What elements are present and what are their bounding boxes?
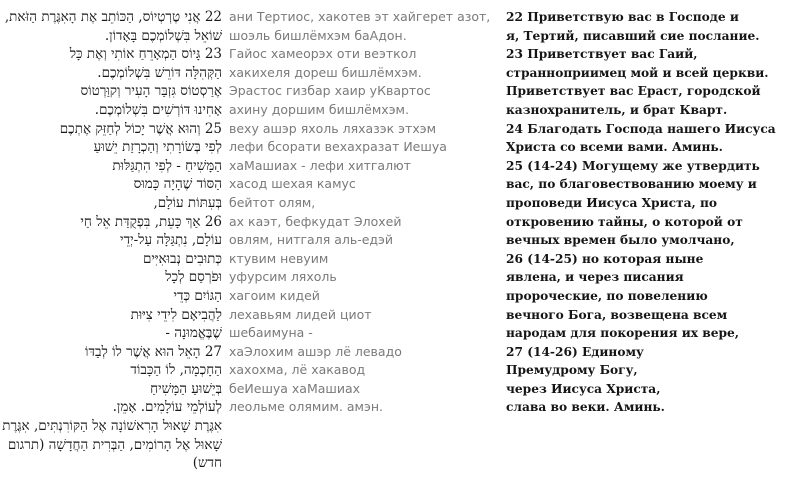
transliteration-line: леольме олямим. амэн. [229, 399, 383, 415]
transliteration-line: лехавьям лидей циот [229, 306, 372, 322]
transliteration-column [229, 8, 491, 417]
russian-line: я, Тертий, писавший сие послание. [506, 28, 760, 43]
transliteration-line: уфурсим ляхоль [229, 269, 337, 285]
russian-line: Приветствует вас Ераст, городской [506, 84, 761, 99]
transliteration-line: хаМашиах - лефи хитгалют [229, 157, 411, 173]
hebrew-line: לְעוֹלְמֵי עוֹלָמִים. אָמֵן. [112, 399, 222, 416]
russian-line: вас, по благовествованию моему и [506, 177, 757, 192]
transliteration-line: бейтот олям, [229, 194, 316, 210]
russian-line: явлена, и через писания [506, 270, 684, 285]
hebrew-line: חדש) [192, 455, 222, 472]
russian-line: 26 (14-25) но которая ныне [506, 251, 704, 266]
transliteration-line: лефи бсорати вехахразат Иешуа [229, 139, 447, 155]
hebrew-line: בְּיֵשׁוּעַ הַמָּשִׁיחַ [150, 380, 222, 397]
transliteration-line: хагоим кидей [229, 287, 320, 303]
hebrew-line: הַגּוֹיִם כְּדֵי [173, 287, 222, 304]
russian-line: через Иисуса Христа, [506, 381, 661, 396]
hebrew-line: 22 אֲנִי טֶרְטְיוֹס, הַכּוֹתֵב אֶת הָאִגֶּרֶת הַזֹּאת, [4, 9, 222, 25]
russian-line: Премудрому Богу, [506, 363, 638, 378]
hebrew-line: שָׁאוּל אֶל הָרוֹמִים, הַבְּרִית הַחֲדָשָׁה (תרגום [7, 436, 222, 453]
hebrew-line: 27 הָאֵל הוּא אֲשֶׁר לוֹ לְבַדּוֹ [85, 343, 222, 360]
transliteration-line: хасод шехая камус [229, 176, 356, 192]
russian-line: казнохранитель, и брат Кварт. [506, 102, 728, 117]
russian-line: вечного Бога, возвещена всем [506, 307, 728, 322]
russian-line: 27 (14-26) Единому [506, 344, 644, 359]
russian-line: 22 Приветствую вас в Господе и [506, 10, 739, 24]
hebrew-line: אָחִינוּ דּוֹרְשִׁים בִּשְׁלוֹמְכֶם. [94, 101, 222, 118]
hebrew-line: הַסּוֹד שֶׁהָיָה כָּמוּס [133, 176, 222, 193]
transliteration-line: ани Тертиос, хакотев эт хайгерет азот, [229, 9, 491, 24]
hebrew-line: הַמָּשִׁיחַ - לְפִי הִתְגַּלּוּת [112, 157, 222, 174]
hebrew-line: עוֹלָם, נִתְגַּלָּה עַל-יְדֵי [120, 232, 222, 249]
transliteration-line: хакихеля дореш бишлёмхэм. [229, 64, 422, 80]
hebrew-line: 25 וְהוּא אֲשֶׁר יָכוֹל לְחַזֵּק אֶתְכֶם [59, 120, 222, 137]
russian-line: странноприимец мой и всей церкви. [506, 65, 769, 80]
hebrew-line: שֶׁבֶּאֱמוּנָה - [165, 325, 222, 342]
transliteration-line: ахину доршим бишлёмхэм. [229, 101, 409, 117]
russian-line: пророческие, по повелению [506, 288, 708, 303]
hebrew-line: 26 אַךְ כָּעֵת, בִּפְקֻדַּת אֵל חַי [80, 213, 222, 230]
russian-column [506, 8, 796, 417]
russian-line: 23 Приветствует вас Гаий, [506, 47, 698, 62]
transliteration-line: беИешуа хаМашиах [229, 380, 361, 396]
russian-line: народам для покорения их вере, [506, 326, 740, 341]
hebrew-line: אִגֶּרֶת שָׁאוּל הָרִאשׁוֹנָה אֶל הַקּוֹרִנְתִּים, אִגֶּרֶת [2, 418, 222, 435]
russian-line: 25 (14-24) Могущему же утвердить [506, 158, 760, 173]
russian-line: слава во веки. Аминь. [506, 400, 665, 415]
hebrew-line: כְּתוּבִים נְבוּאִיִּים [142, 250, 222, 267]
hebrew-column [2, 8, 222, 473]
transliteration-line: Гайос хамеорэх оти веэткол [229, 46, 417, 62]
transliteration-line: ктувим невуим [229, 250, 329, 266]
hebrew-line: הַקְּהִלָּה דּוֹרֵשׁ בִּשְׁלוֹמְכֶם. [97, 64, 222, 81]
russian-line: проповеди Иисуса Христа, по [506, 195, 718, 210]
transliteration-line: хахохма, лё хакавод [229, 362, 366, 378]
transliteration-line: Эрастос гизбар хаир уКвартос [229, 83, 431, 99]
hebrew-line: הַחָכְמָה, לוֹ הַכָּבוֹד [130, 362, 222, 379]
transliteration-line: овлям, нитгаля аль-едэй [229, 232, 394, 248]
transliteration-line: хаЭлохим ашэр лё левадо [229, 343, 402, 359]
hebrew-line: לְפִי בְּשׂוֹרָתִי וְהַכְרָזַת יֵשׁוּעַ [93, 139, 222, 156]
hebrew-line: וּפֹרְסַם לְכָל [165, 269, 222, 286]
hebrew-line: שׁוֹאֵל בִּשְׁלוֹמְכֶם בָּאָדוֹן. [104, 27, 222, 44]
russian-line: откровению тайны, о которой от [506, 214, 743, 229]
hebrew-line: אֶרַסְטוֹס גִּזְבַּר הָעִיר וְקוַּרְטוֹס [80, 83, 222, 100]
hebrew-line: בְּעִתּוֹת עוֹלָם, [153, 194, 222, 211]
transliteration-line: веху ашэр яхоль ляхазэк этхэм [229, 120, 437, 136]
hebrew-line: 23 גָּיוֹס הַמְאָרֵחַ אוֹתִי וְאֶת כָּל [69, 46, 222, 63]
transliteration-line: ах каэт, бефкудат Элохей [229, 213, 402, 229]
russian-line: Христа со всеми вами. Аминь. [506, 140, 723, 155]
russian-line: 24 Благодать Господа нашего Иисуса [506, 121, 776, 136]
transliteration-line: шебаимуна - [229, 325, 313, 341]
hebrew-line: לַהֲבִיאָם לִידֵי צִיּוּת [130, 306, 222, 323]
transliteration-line: шоэль бишлёмхэм баАдон. [229, 27, 407, 43]
russian-line: вечных времен было умолчано, [506, 233, 735, 248]
